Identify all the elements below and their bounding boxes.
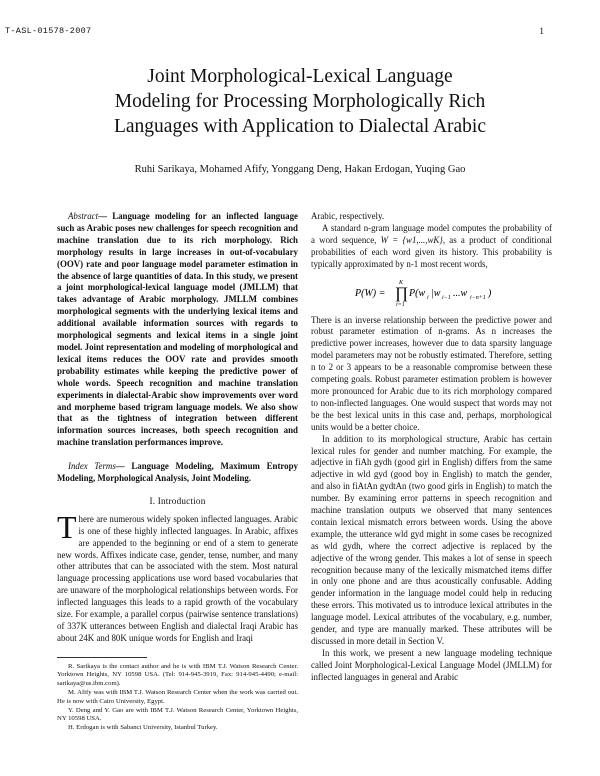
svg-text:...w: ...w [452, 287, 467, 299]
svg-text:): ) [487, 287, 491, 299]
ngram-formula-graphic [347, 277, 517, 307]
svg-text:∏: ∏ [394, 284, 408, 302]
page-number: 1 [539, 27, 544, 37]
intro-text: here are numerous widely spoken inflected languages. Arabic is one of these highly inflected languages. In Arabic, affixes are appended to the beginning or end of a stem to generate new words. Affixes indicate case, gender, tense, number, and many other attributes that can be associated with the stem. Most natural language processing applications use word based vocabularies that are unaware of the morphological relationships between words. For inflected languages this leads to a rapid growth of the vocabulary size. For example, a parallel corpus (pairwise sentence translations) of 337K utterances between English and dialectal Iraqi Arabic has about 24K and 80K unique words for English and Iraqi [57, 513, 298, 643]
svg-text:P(W) =: P(W) = [354, 287, 385, 299]
footnotes [57, 663, 298, 733]
svg-text:i−n+1: i−n+1 [469, 294, 486, 301]
section-heading-introduction: I. Introduction [149, 495, 206, 506]
footnote-sarikaya: R. Sarikaya is the contact author and he is with IBM T.J. Watson Research Center. Yorktown Heights, NY 10598 USA. (Tel: 914-945-3919, Fax: 914-945-4490; e-mail: sarikaya@us.ibm.com). [57, 662, 298, 687]
abstract-lead: Abstract [68, 211, 99, 221]
ngram-text-b: , as a product of conditional probabilities of each word given its history. This probability is typically approximated by n-1 most recent words, [311, 234, 552, 269]
drop-cap: T [57, 508, 77, 545]
svg-text:i−1: i−1 [441, 294, 451, 301]
title-line-2: Modeling for Processing Morphologically Rich [114, 91, 486, 112]
intro-paragraph [57, 508, 298, 645]
left-column [57, 211, 298, 734]
running-header-id: T-ASL-01578-2007 [5, 26, 92, 36]
abstract [57, 211, 298, 449]
paragraph-gender-number: In addition to its morphological structure, Arabic has certain lexical rules for gender and number matching. For example, the adjective in fiAh gydh (good girl in English) differs from the same adjective in wld gyd (good boy in English) to match the gender, and also in fiAtAn gydtAn (two good girls in English) to match the number. By examining error patterns in speech recognition and machine translation outputs we observed that many sentences contain lexical mismatch errors between words. Using the above example, the utterance wld gyd might in some cases be recognized as wld gydh, where the correct adjective is replaced by the adjective of the wrong gender. This makes a lot of sense in speech recognition because many of the lexically mismatched items differ in only one phone and are thus acoustically confusable. Adding gender information in the language model could help in reducing these errors. This motivated us to introduce lexical attributes in the language model. Lexical attributes of the vocabulary, e.g. number, gender, and type are manually marked. These attributes will be discussed in more detail in Section V. [311, 433, 552, 646]
index-terms [57, 461, 298, 485]
paper-title [40, 64, 560, 139]
svg-text:i: i [426, 294, 429, 301]
footnote-afify: M. Afify was with IBM T.J. Watson Research Center when the work was carried out. He is now with Cairo University, Egypt. [57, 689, 298, 705]
title-line-1: Joint Morphological-Lexical Language [147, 66, 453, 87]
ngram-formula [311, 277, 552, 307]
word-sequence-notation: W = {w1,...,wK} [380, 234, 443, 245]
paragraph-inverse-relationship: There is an inverse relationship between the predictive power and robust parameter estimation of n-grams. As n increases the predictive power increases, however due to data sparsity language model parameters may not be robustly estimated. Therefore, setting n to 2 or 3 appears to be a reasonable compromise between these competing goals. Robust parameter estimation problem is however more pronounced for Arabic due to its rich morphology compared to non-inflected languages. One would suspect that words may not be the best lexical units in this case and, perhaps, morphological units would be a better choice. [311, 314, 552, 432]
ngram-text-a: A standard n-gram language model computes the probability of a word sequence, [311, 222, 552, 245]
svg-text:|w: |w [430, 287, 440, 299]
footnote-deng-gao: Y. Deng and Y. Gao are with IBM T.J. Watson Research Center, Yorktown Heights, NY 10598 USA. [57, 706, 298, 723]
index-terms-lead: Index Terms [68, 461, 116, 472]
footnote-divider [57, 657, 147, 658]
abstract-text: — Language modeling for an inflected language such as Arabic poses new challenges for speech recognition and machine translation due to its rich morphology. Rich morphology results in large increases in out-of-vocabulary (OOV) rate and poor language model parameter estimation in the absence of large quantities of data. In this study, we present a joint morphological-lexical language model (JMLLM) that takes advantage of Arabic morphology. JMLLM combines morphological segments with the underlying lexical items and additional available information sources with regards to morphological segments and lexical items in a single joint model. Joint representation and modeling of morphological and lexical items reduces the OOV rate and provides smooth probability estimates while keeping the predictive power of whole words. Speech recognition and machine translation experiments in dialectal-Arabic show improvements over word and morpheme based trigram language models. We also show that as the tightness of integration between different information sources increases, both speech recognition and machine translation performances improve. [57, 211, 298, 448]
svg-text:P(w: P(w [408, 287, 425, 299]
title-line-3: Languages with Application to Dialectal Arabic [113, 116, 486, 137]
footnote-erdogan: H. Erdogan is with Sabanci University, Istanbul Turkey. [68, 724, 218, 732]
paragraph-respectively: Arabic, respectively. [311, 211, 385, 221]
paragraph-this-work: In this work, we present a new language modeling technique called Joint Morphological-Lexical Language Model (JMLLM) for inflected languages in general and Arabic [311, 647, 552, 682]
svg-text:i=1: i=1 [395, 301, 405, 307]
index-terms-text: — Language Modeling, Maximum Entropy Modeling, Morphological Analysis, Joint Modeling. [57, 461, 298, 484]
author-list: Ruhi Sarikaya, Mohamed Afify, Yonggang Deng, Hakan Erdogan, Yuqing Gao [134, 164, 466, 175]
svg-text:K: K [398, 279, 403, 286]
paragraph-ngram [311, 223, 552, 271]
right-column [311, 211, 552, 684]
